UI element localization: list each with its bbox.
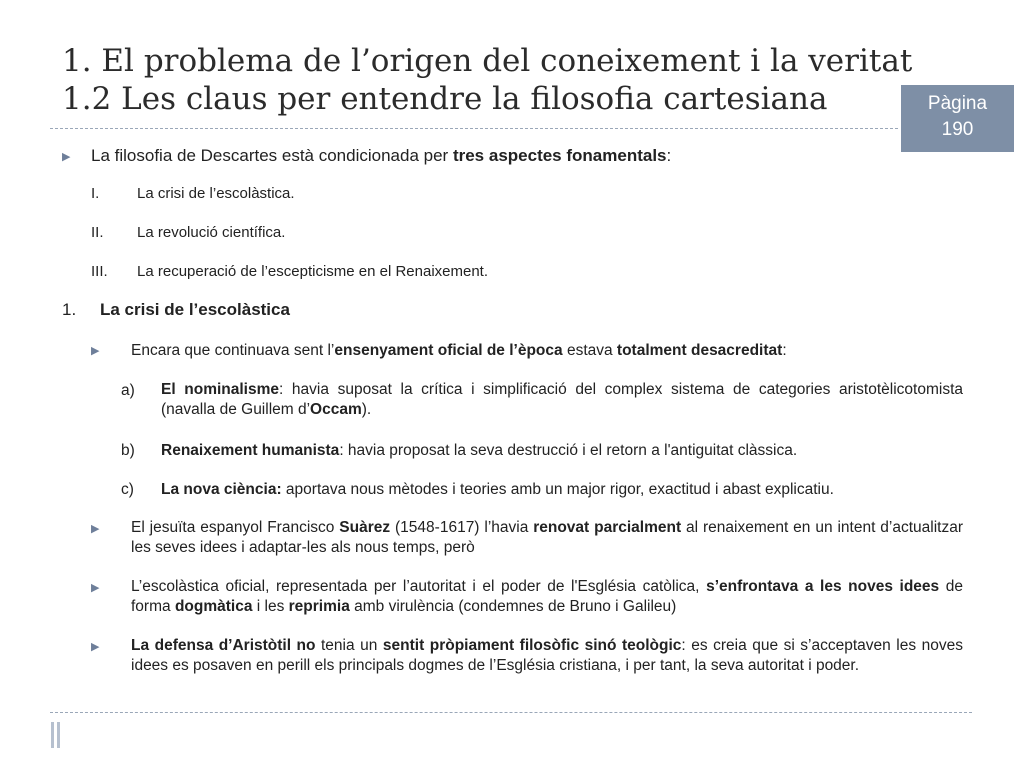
b4-t1: tenia un	[315, 637, 383, 654]
aspect-2-text: La revolució científica.	[137, 224, 286, 241]
b3-t3: i les	[252, 598, 289, 615]
bullet-1-text	[131, 340, 961, 361]
b1-b2: totalment desacreditat	[616, 342, 783, 359]
sub-b-label: b)	[121, 442, 135, 459]
triangle-right-icon: ▶	[91, 641, 100, 653]
section-title: La crisi de l’escolàstica	[100, 300, 290, 319]
bullet-4-text	[131, 636, 963, 676]
b4-t2: : es creia que si s’acceptaven les noves idees es posaven en perill els principals dogmes de l’Església cristiana, i per tant, la seva autoritat i poder.	[131, 637, 963, 674]
page-badge-number: 190	[941, 119, 974, 140]
b3-b3: reprimia	[288, 598, 350, 615]
intro-bold: tres aspectes fonamentals	[452, 146, 667, 165]
sub-a-b2: Occam	[310, 401, 362, 418]
sub-c-b1: La nova ciència:	[161, 481, 282, 498]
bullet-2-text	[131, 518, 963, 558]
intro-text	[91, 145, 851, 166]
b4-b1: La defensa d’Aristòtil no	[131, 637, 316, 654]
sub-a-label: a)	[121, 382, 135, 399]
intro-text-part1: La filosofia de Descartes està condicionada per	[91, 146, 453, 165]
triangle-right-icon: ▶	[62, 151, 71, 163]
b3-b2: dogmàtica	[174, 598, 253, 615]
b1-t2: estava	[562, 342, 617, 359]
b1-t1: Encara que continuava sent l’	[131, 342, 335, 359]
sub-b-t1: : havia proposat la seva destrucció i el retorn a l'antiguitat clàssica.	[339, 442, 798, 459]
b2-b1: Suàrez	[339, 519, 391, 536]
triangle-right-icon: ▶	[91, 523, 100, 535]
aspect-3-text: La recuperació de l’escepticisme en el Renaixement.	[137, 263, 489, 280]
aspect-3-number: III.	[91, 263, 108, 280]
triangle-right-icon: ▶	[91, 582, 100, 594]
sub-a-t2: ).	[361, 401, 372, 418]
section-number: 1.	[62, 300, 77, 319]
bullet-3-text	[131, 577, 963, 617]
bottom-divider	[50, 712, 972, 713]
sub-b-text	[161, 440, 963, 461]
b2-t3: al renaixement en un intent d’actualitzar les seves idees i adaptar-les als nous temps, però	[131, 519, 963, 556]
slide-title	[62, 42, 962, 118]
sub-a-t1: : havia suposat la crítica i simplificació del complex sistema de categories aristotèlicotomista (navalla de Guillem d’	[161, 381, 964, 418]
aspect-1-text: La crisi de l’escolàstica.	[137, 185, 295, 202]
title-divider	[50, 128, 898, 129]
page-badge-label: Pàgina	[927, 93, 988, 114]
b3-t2: de forma	[131, 578, 963, 615]
b4-b2: sentit pròpiament filosòfic sinó teològic	[382, 637, 682, 654]
b3-t4: amb virulència (condemnes de Bruno i Galileu)	[349, 598, 677, 615]
title-line-1: 1. El problema de l’origen del coneixement i la veritat	[62, 43, 913, 79]
b3-b1: s’enfrontava a les noves idees	[706, 578, 940, 595]
sub-a-b1: El nominalisme	[161, 381, 280, 398]
sub-c-t1: aportava nous mètodes i teories amb un major rigor, exactitud i abast explicatiu.	[281, 481, 834, 498]
title-line-2: 1.2 Les claus per entendre la filosofia cartesiana	[62, 81, 828, 117]
corner-decoration-icon	[50, 720, 66, 750]
b2-b2: renovat parcialment	[533, 519, 682, 536]
b1-b1: ensenyament oficial de l’època	[334, 342, 563, 359]
page-badge	[901, 85, 1014, 152]
aspect-2-number: II.	[91, 224, 104, 241]
aspect-1-number: I.	[91, 185, 100, 202]
sub-a-text	[161, 380, 963, 420]
b2-t2: (1548-1617) l’havia	[390, 519, 534, 536]
b2-t1: El jesuïta espanyol Francisco	[131, 519, 340, 536]
sub-c-label: c)	[121, 481, 134, 498]
b3-t1: L’escolàstica oficial, representada per l’autoritat i el poder de l'Església catòlica,	[131, 578, 707, 595]
triangle-right-icon: ▶	[91, 345, 100, 357]
intro-text-part2: :	[666, 146, 672, 165]
sub-b-b1: Renaixement humanista	[161, 442, 340, 459]
sub-c-text	[161, 479, 963, 500]
b1-t3: :	[782, 342, 787, 359]
